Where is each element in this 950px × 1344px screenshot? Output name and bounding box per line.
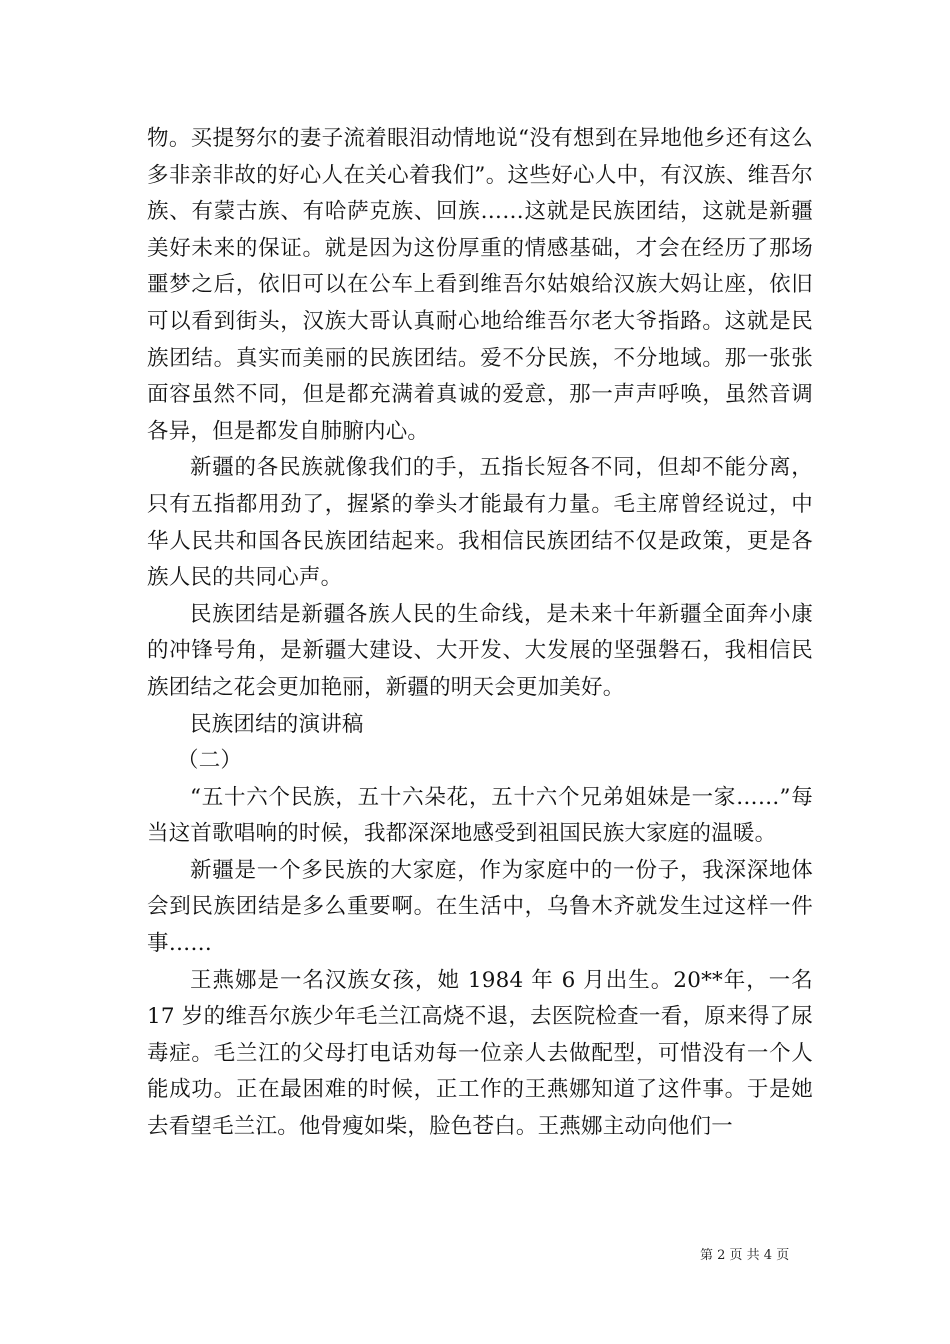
document-body <box>147 121 813 1146</box>
speech-title: 民族团结的演讲稿 <box>190 711 364 737</box>
paragraph-lifeline: 民族团结是新疆各族人民的生命线，是未来十年新疆全面奔小康的冲锋号角，是新疆大建设、大开发、大发展的坚强磐石，我相信民族团结之花会更加艳丽，新疆的明天会更加美好。 <box>147 601 813 700</box>
paragraph-continuation: 物。买提努尔的妻子流着眼泪动情地说“没有想到在异地他乡还有这么多非亲非故的好心人在关心着我们”。这些好心人中，有汉族、维吾尔族、有蒙古族、有哈萨克族、回族……这就是民族团结，这就是新疆美好未来的保证。就是因为这份厚重的情感基础，才会在经历了那场噩梦之后，依旧可以在公车上看到维吾尔姑娘给汉族大妈让座，依旧可以看到街头，汉族大哥认真耐心地给维吾尔老大爷指路。这就是民族团结。真实而美丽的民族团结。爱不分民族，不分地域。那一张张面容虽然不同，但是都充满着真诚的爱意，那一声声呼唤，虽然音调各异，但是都发自肺腑内心。 <box>147 126 813 444</box>
speech-part-number: （二） <box>177 748 243 774</box>
paragraph-wang-yanna: 王燕娜是一名汉族女孩，她 1984 年 6 月出生。20**年，一名 17 岁的维吾尔族少年毛兰江高烧不退，去医院检查一看，原来得了尿毒症。毛兰江的父母打电话劝每一位亲人去做配型，可惜没有一个人能成功。正在最困难的时候，正工作的王燕娜知道了这件事。于是她去看望毛兰江。他骨瘦如柴，脸色苍白。王燕娜主动向他们一 <box>147 967 813 1140</box>
paragraph-big-family: 新疆是一个多民族的大家庭，作为家庭中的一份子，我深深地体会到民族团结是多么重要啊。在生活中，乌鲁木齐就发生过这样一件事…… <box>147 857 813 957</box>
page-number-footer: 第 2 页 共 4 页 <box>700 1248 790 1263</box>
paragraph-five-fingers: 新疆的各民族就像我们的手，五指长短各不同，但却不能分离，只有五指都用劲了，握紧的拳头才能最有力量。毛主席曾经说过，中华人民共和国各民族团结起来。我相信民族团结不仅是政策，更是各族人民的共同心声。 <box>147 455 813 591</box>
paragraph-song-quote: “五十六个民族，五十六朵花，五十六个兄弟姐妹是一家……”每当这首歌唱响的时候，我都深深地感受到祖国民族大家庭的温暖。 <box>147 784 813 847</box>
